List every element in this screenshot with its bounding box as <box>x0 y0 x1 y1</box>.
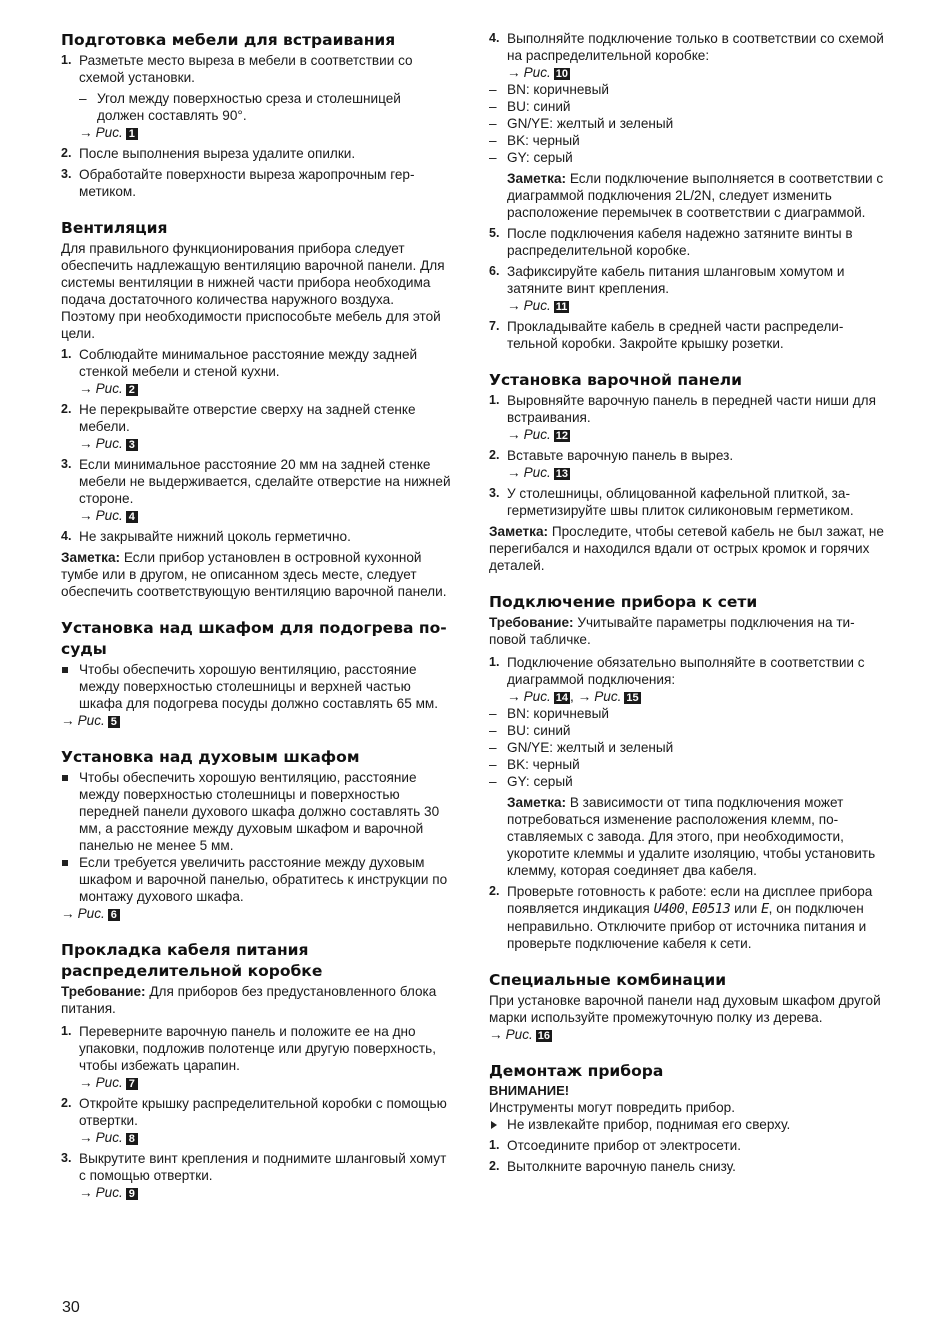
section-mains-connection <box>489 592 884 952</box>
list-item: 1. Выровняйте варочную панель в передней части ниши для встраивания. → Рис. 12 <box>489 392 884 443</box>
figure-reference: → Рис. 3 <box>79 435 451 452</box>
dash-item: – Угол между поверхностью среза и столешницей должен составлять 90°. <box>79 91 401 123</box>
figure-number-badge: 6 <box>108 909 120 921</box>
list-item: 1. Разметьте место выреза в мебели в соответствии со схемой установки. – Угол между поверхностью среза и столешницей должен составлять 90°. → Рис. 1 <box>61 52 451 141</box>
figure-number-badge: 9 <box>126 1188 138 1200</box>
section-title: Специальные комбинации <box>489 971 727 989</box>
note: Заметка: В зависимости от типа подключения может потребоваться изменение расположения клемм, поставляемых с завода. Для этого, при необходимости, укоротите клеммы и удалите изоляцию, чтобы установить клемму, которая соединяет два кабеля. <box>507 795 876 878</box>
bullet-item: Если требуется увеличить расстояние между духовым шкафом и варочной панелью, обратитесь к инструкции по монтажу духового шкафа. <box>61 854 451 905</box>
figure-number-badge: 4 <box>126 511 138 523</box>
list-item: 2. Вставьте варочную панель в вырез. → Рис. 13 <box>489 447 884 481</box>
figure-number-badge: 2 <box>126 384 138 396</box>
list-item: 2. Не перекрывайте отверстие сверху на задней стенке мебели. → Рис. 3 <box>61 401 451 452</box>
arrow-icon <box>491 1121 497 1129</box>
wire-list <box>489 81 884 166</box>
requirement: Требование: Учитывайте параметры подключения на типовой табличке. <box>489 615 855 647</box>
note: Заметка: Проследите, чтобы сетевой кабель не был зажат, не перегибался и находился вдали от острых кромок и горячих деталей. <box>489 524 884 573</box>
list-item: 1. Подключение обязательно выполняйте в соответствии с диаграммой подключения: → Рис. 14 , → Рис. 15 – BN: коричневый – BU: синий – GN/YE: желтый и зеленый – BK: черный – GY: серый Заметка: В зависимости от типа подключения может потребоваться изменение расположения клемм, поставляемых с завода. Для этого, при необходимости, укоротите клеммы и удалите изоляцию, чтобы установить клемму, которая соединяет два кабеля. <box>489 654 884 879</box>
dash-item: – GN/YE: желтый и зеленый <box>489 740 674 755</box>
figure-reference: → Рис. 11 <box>507 298 568 313</box>
figure-number-badge: 7 <box>126 1078 138 1090</box>
section-power-cable <box>61 940 451 1201</box>
figure-number-badge: 5 <box>108 716 120 728</box>
list-item: 2. Откройте крышку распределительной коробки с помощью отвертки. → Рис. 8 <box>61 1095 451 1146</box>
dash-item: – GN/YE: желтый и зеленый <box>489 116 674 131</box>
list-item: 1. Отсоедините прибор от электросети. <box>489 1138 741 1153</box>
section-title: Установка варочной панели <box>489 371 742 389</box>
list-item: 3. Выкрутите винт крепления и поднимите шланговый хомут с помощью отвертки. → Рис. 9 <box>61 1150 451 1201</box>
figure-reference: → Рис. 14 , → Рис. 15 <box>507 689 639 704</box>
paragraph: При установке варочной панели над духовым шкафом другой марки используйте промежуточную полку из дерева. <box>489 993 881 1025</box>
figure-number-badge: 8 <box>126 1133 138 1145</box>
dash-item: – BU: синий <box>489 723 571 738</box>
section-furniture-prep <box>61 30 451 200</box>
dash-item: – BN: коричневый <box>489 82 609 97</box>
figure-reference: → Рис. 10 <box>507 65 569 80</box>
figure-reference: → Рис. 5 <box>61 712 451 729</box>
steps-list <box>61 52 451 200</box>
left-column <box>61 30 451 1219</box>
dash-item: – BK: черный <box>489 133 580 148</box>
section-title: Подготовка мебели для встраивания <box>61 31 396 49</box>
figure-reference: → Рис. 8 <box>79 1129 451 1146</box>
note: Заметка: Если прибор установлен в островной кухонной тумбе или в другом, не описанном здесь месте, следует обеспечить соответствующую вентиляцию варочной панели. <box>61 550 447 599</box>
section-title: Вентиляция <box>61 219 168 237</box>
section-above-oven <box>61 747 451 922</box>
section-title: Установка над шкафом для подогрева посуды <box>61 619 447 658</box>
page-number: 30 <box>62 1299 80 1316</box>
wire-list <box>489 705 884 790</box>
figure-reference: → Рис. 2 <box>79 380 451 397</box>
figure-reference: → Рис. 16 <box>489 1027 551 1042</box>
figure-reference: → Рис. 13 <box>507 465 569 480</box>
list-item: 1. Соблюдайте минимальное расстояние между задней стенкой мебели и стеной кухни. → Рис. 2 <box>61 346 451 397</box>
steps-list <box>489 1137 884 1175</box>
list-item: 5. После подключения кабеля надежно затяните винты в распределительной коробке. <box>489 226 853 258</box>
dash-item: – GY: серый <box>489 774 573 789</box>
steps-list <box>61 346 451 545</box>
figure-number-badge: 12 <box>555 430 569 442</box>
list-item: 7. Прокладывайте кабель в средней части распределительной коробки. Закройте крышку розетки. <box>489 319 844 351</box>
section-title: Демонтаж прибора <box>489 1062 664 1080</box>
display-code: E0513 <box>691 901 731 917</box>
note: Заметка: Если подключение выполняется в соответствии с диаграммой подключения 2L/2N, следует изменить расположение перемычек в соответствии с диаграммой. <box>507 171 884 220</box>
action-list <box>489 1116 884 1133</box>
figure-reference: → Рис. 1 <box>79 124 451 141</box>
list-item: 2. Проверьте готовность к работе: если на дисплее прибора появляется индикация U400, E0513 или E, он подключен неправильно. Отключите прибор от источника питания и проверьте подключение кабеля к сети. <box>489 884 873 951</box>
dash-item: – BK: черный <box>489 757 580 772</box>
figure-number-badge: 1 <box>126 128 138 140</box>
right-column <box>489 30 884 1193</box>
list-item: 2. Вытолкните варочную панель снизу. <box>489 1159 736 1174</box>
steps-list <box>489 30 884 352</box>
list-item: 4. Выполняйте подключение только в соответствии со схемой на распределительной коробке: → Рис. 10 – BN: коричневый – BU: синий – GN/YE: желтый и зеленый – BK: черный – GY: серый Заметка: Если подключение выполняется в соответствии с диаграммой подключения 2L/2N, следует изменить расположение перемычек в соответствии с диаграммой. <box>489 31 884 220</box>
steps-list <box>61 1023 451 1201</box>
figure-reference: → Рис. 7 <box>79 1074 451 1091</box>
figure-reference: → Рис. 12 <box>507 427 569 442</box>
figure-number-badge: 11 <box>555 301 568 313</box>
dash-item: – BU: синий <box>489 99 571 114</box>
figure-reference: → Рис. 6 <box>61 905 451 922</box>
section-title: Прокладка кабеля питания распределительной коробке <box>61 941 323 980</box>
figure-reference: → Рис. 9 <box>79 1184 451 1201</box>
figure-number-badge: 14 <box>555 692 569 704</box>
figure-number-badge: 10 <box>555 68 569 80</box>
section-title: Подключение прибора к сети <box>489 593 758 611</box>
section-special-combinations <box>489 970 884 1043</box>
section-hob-installation <box>489 370 884 574</box>
section-power-cable-continued <box>489 30 884 352</box>
list-item: 3. У столешницы, облицованной кафельной плиткой, загерметизируйте швы плиток силиконовым герметиком. <box>489 486 854 518</box>
section-title: Установка над духовым шкафом <box>61 748 360 766</box>
section-above-warming-drawer <box>61 618 451 729</box>
requirement: Требование: Для приборов без предустановленного блока питания. <box>61 984 437 1016</box>
figure-number-badge: 3 <box>126 439 138 451</box>
bullet-list <box>61 769 451 905</box>
dash-item: – GY: серый <box>489 150 573 165</box>
section-removal <box>489 1061 884 1175</box>
figure-number-badge: 16 <box>537 1030 551 1042</box>
list-item: 3. Если минимальное расстояние 20 мм на задней стенке мебели не выдерживается, сделайте отверстие на нижней стороне. → Рис. 4 <box>61 457 451 523</box>
paragraph: Для правильного функционирования прибора следует обеспечить надлежащую вентиляцию варочной панели. Для системы вентиляции в нижней части прибора необходима подача достаточного количества наружного воздуха. Поэтому при необходимости приспособьте мебель для этой цели. <box>61 241 445 341</box>
bullet-item: Чтобы обеспечить хорошую вентиляцию, расстояние между поверхностью столешницы и верхней частью шкафа для подогрева посуды должно составлять 65 мм. <box>61 661 451 712</box>
list-item: 6. Зафиксируйте кабель питания шланговым хомутом и затяните винт крепления. → Рис. 11 <box>489 263 884 314</box>
figure-reference: → Рис. 4 <box>79 507 451 524</box>
display-code: U400 <box>653 901 685 917</box>
warning-text: Инструменты могут повредить прибор. <box>489 1100 735 1115</box>
list-item: 2. После выполнения выреза удалите опилки. <box>61 146 356 161</box>
steps-list <box>489 392 884 519</box>
figure-number-badge: 13 <box>555 468 569 480</box>
warning-label: ВНИМАНИЕ! <box>489 1083 570 1098</box>
action-item: Не извлекайте прибор, поднимая его сверху. <box>489 1116 884 1133</box>
steps-list <box>489 654 884 952</box>
display-code: E <box>760 901 769 917</box>
bullet-item: Чтобы обеспечить хорошую вентиляцию, расстояние между поверхностью столешницы и поверхностью передней панели духового шкафа должно составлять 30 мм, а расстояние между духовым шкафом и варочной панелью не менее 5 мм. <box>61 769 451 854</box>
figure-number-badge: 15 <box>626 692 639 704</box>
bullet-list <box>61 661 451 712</box>
list-item: 4. Не закрывайте нижний цоколь герметично. <box>61 529 351 544</box>
dash-item: – BN: коричневый <box>489 706 609 721</box>
section-ventilation <box>61 218 451 600</box>
list-item: 3. Обработайте поверхности выреза жаропрочным герметиком. <box>61 167 415 199</box>
list-item: 1. Переверните варочную панель и положите ее на дно упаковки, подложив полотенце или другую поверхность, чтобы избежать царапин. → Рис. 7 <box>61 1023 451 1091</box>
